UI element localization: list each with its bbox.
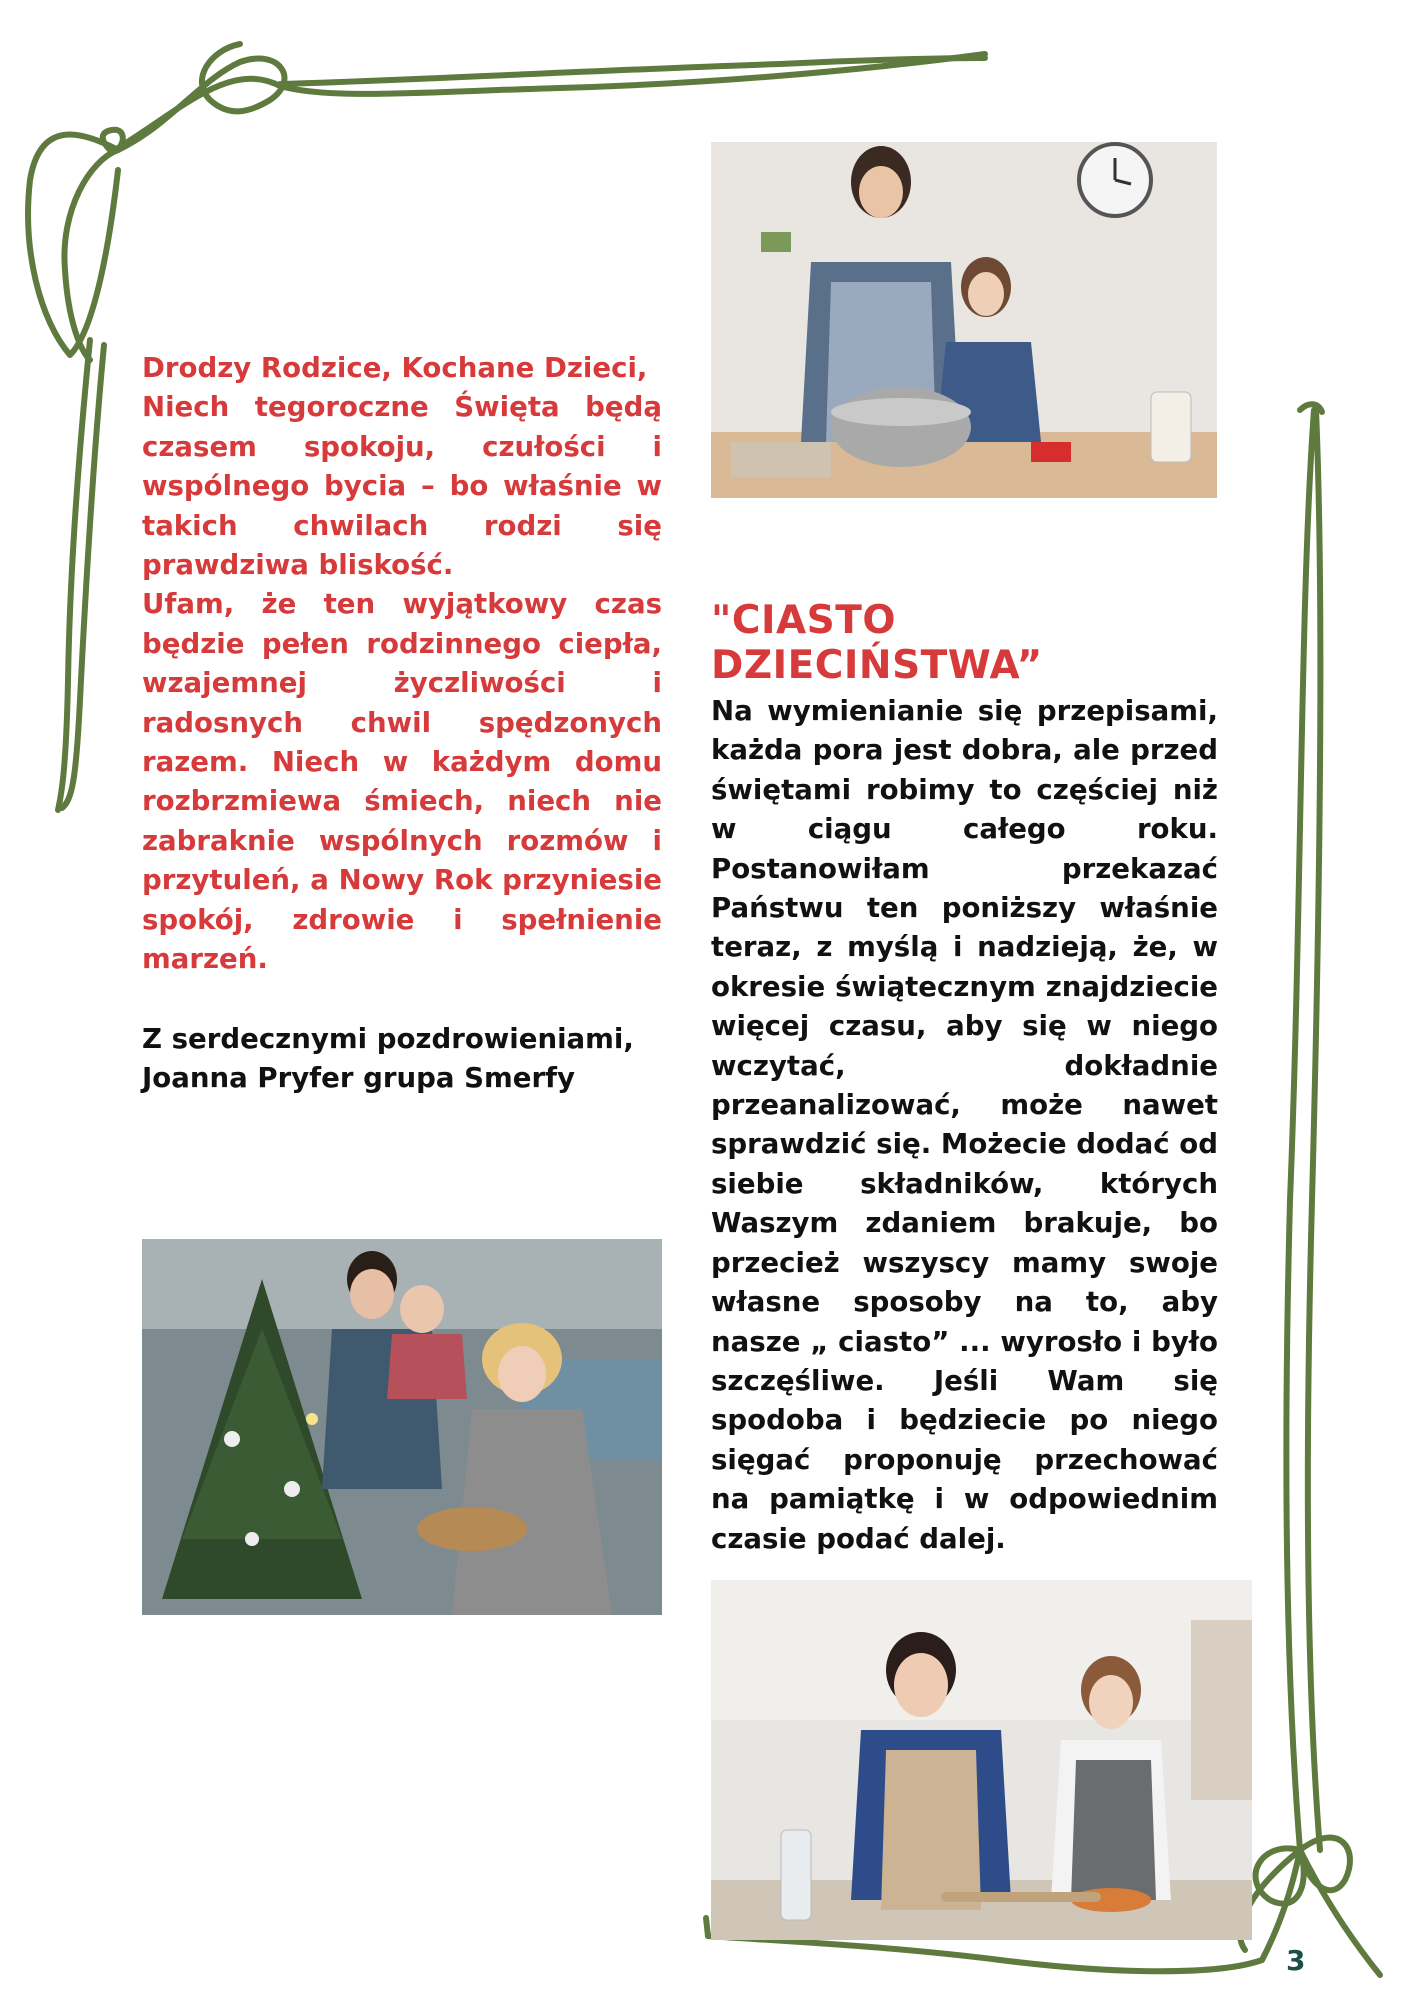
photo-mother-daughter-kitchen: [711, 1580, 1252, 1940]
article-title: "CIASTO DZIECIŃSTWA”: [711, 598, 1043, 688]
signoff-block: [142, 1019, 662, 1098]
photo-family-christmas-tree: [142, 1239, 662, 1615]
greeting-salutation: Drodzy Rodzice, Kochane Dzieci,: [142, 351, 648, 384]
photo-mother-daughter-flour: [711, 142, 1217, 498]
greeting-paragraph: Niech tegoroczne Święta będą czasem spokoju, czułości i wspólnego bycia – bo właśnie w takich chwilach rodzi się prawdziwa bliskość.: [142, 390, 662, 582]
greeting-block: [142, 348, 662, 1097]
signoff-author: Joanna Pryfer grupa Smerfy: [142, 1060, 576, 1094]
greeting-text: [142, 348, 662, 979]
page-number: 3: [1286, 1944, 1306, 1977]
signoff-line: Z serdecznymi pozdrowieniami,: [142, 1021, 634, 1055]
article-body: Na wymienianie się przepisami, każda pora jest dobra, ale przed świętami robimy to częściej niż w ciągu całego roku. Postanowiłam przekazać Państwu ten poniższy właśnie teraz, z myślą i nadzieją, że, w okresie świątecznym znajdziecie więcej czasu, aby się w niego wczytać, dokładnie przeanalizować, może nawet sprawdzić się. Możecie dodać od siebie składników, których Waszym zdaniem brakuje, bo przecież wszyscy mamy swoje własne sposoby na to, aby nasze „ ciasto” ... wyrosło i było szczęśliwe. Jeśli Wam się spodoba i będziecie po niego sięgać proponuję przechować na pamiątkę i w odpowiednim czasie podać dalej.: [711, 694, 1218, 1555]
greeting-paragraph: Ufam, że ten wyjątkowy czas będzie pełen rodzinnego ciepła, wzajemnej życzliwości i radosnych chwil spędzonych razem. Niech w każdym domu rozbrzmiewa śmiech, niech nie zabraknie wspólnych rozmów i przytuleń, a Nowy Rok przyniesie spokój, zdrowie i spełnienie marzeń.: [142, 587, 662, 976]
